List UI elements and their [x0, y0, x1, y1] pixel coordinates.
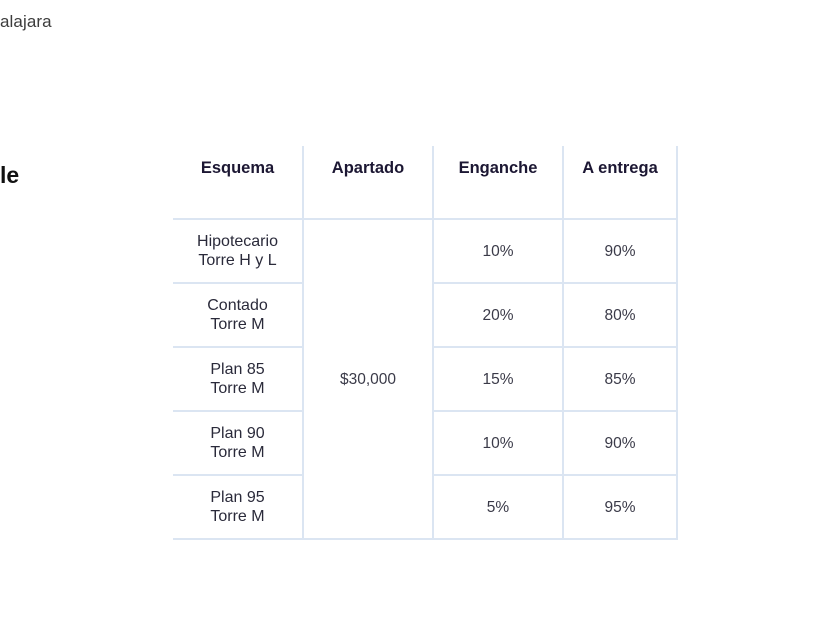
scheme-name: Plan 95: [210, 489, 265, 506]
entrega-cell: 90%: [563, 219, 677, 283]
scheme-tower: Torre M: [210, 508, 265, 525]
enganche-cell: 20%: [433, 283, 563, 347]
entrega-cell: 90%: [563, 411, 677, 475]
table-header-row: [173, 146, 677, 219]
scheme-name: Plan 85: [210, 361, 265, 378]
scheme-tower: Torre M: [210, 444, 265, 461]
payment-schemes-table: [173, 146, 678, 540]
scheme-name: Hipotecario: [197, 233, 278, 250]
entrega-cell: 80%: [563, 283, 677, 347]
scheme-cell: [173, 219, 303, 283]
scheme-name: Contado: [207, 297, 268, 314]
header-esquema: Esquema: [173, 146, 303, 219]
scheme-cell: [173, 411, 303, 475]
scheme-cell: [173, 283, 303, 347]
scheme-cell: [173, 347, 303, 411]
header-a-entrega: A entrega: [563, 146, 677, 219]
payment-schemes-table-container: [173, 146, 678, 540]
header-apartado: Apartado: [303, 146, 433, 219]
location-text: alajara: [0, 12, 52, 31]
section-heading: le: [0, 162, 20, 188]
enganche-cell: 15%: [433, 347, 563, 411]
scheme-tower: Torre H y L: [198, 252, 277, 269]
scheme-tower: Torre M: [210, 316, 265, 333]
entrega-cell: 95%: [563, 475, 677, 539]
entrega-cell: 85%: [563, 347, 677, 411]
enganche-cell: 10%: [433, 219, 563, 283]
table-row: [173, 219, 677, 283]
scheme-tower: Torre M: [210, 380, 265, 397]
enganche-cell: 10%: [433, 411, 563, 475]
apartado-cell: $30,000: [303, 219, 433, 539]
scheme-cell: [173, 475, 303, 539]
enganche-cell: 5%: [433, 475, 563, 539]
scheme-name: Plan 90: [210, 425, 265, 442]
header-enganche: Enganche: [433, 146, 563, 219]
